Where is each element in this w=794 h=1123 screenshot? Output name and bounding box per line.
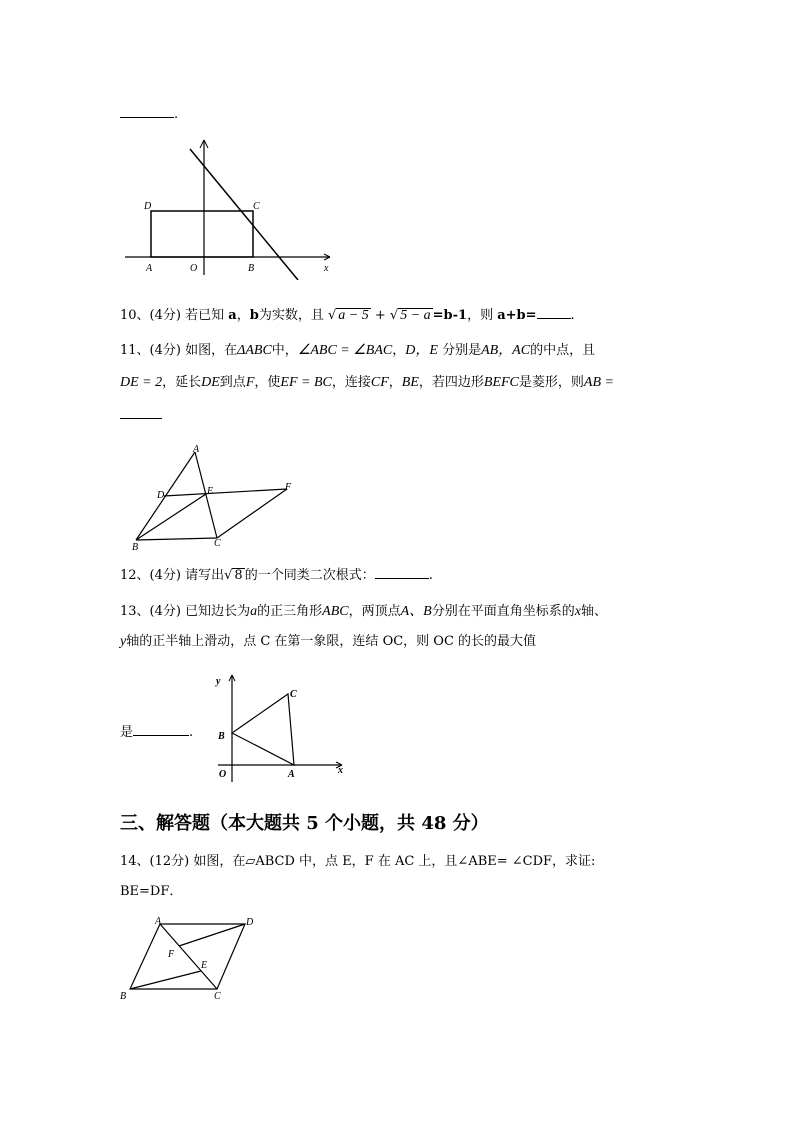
label-D: D bbox=[144, 201, 152, 212]
label-C: C bbox=[253, 201, 260, 212]
parallelogram-ABCD bbox=[130, 924, 245, 989]
prev-answer-line: . bbox=[120, 105, 178, 124]
label-A: A bbox=[146, 263, 153, 274]
label-B: B bbox=[218, 731, 225, 742]
y-axis-arrow-left bbox=[200, 140, 204, 148]
sloped-line bbox=[190, 149, 298, 280]
answer-blank[interactable] bbox=[120, 105, 174, 118]
figure-4-parallelogram bbox=[115, 910, 265, 1005]
label-A: A bbox=[155, 916, 162, 927]
label-F: F bbox=[285, 482, 292, 493]
label-E: E bbox=[207, 486, 214, 497]
label-A: A bbox=[193, 444, 200, 455]
section-3-heading: 三、解答题（本大题共 5 个小题，共 48 分） bbox=[120, 813, 489, 834]
label-C: C bbox=[214, 991, 221, 1002]
question-13-line-2: y轴的正半轴上滑动，点 C 在第一象限，连结 OC，则 OC 的长的最大值 bbox=[120, 634, 537, 649]
question-14-line-1: 14、(12分) 如图，在▱ABCD 中，点 E，F 在 AC 上，且∠ABE= ∠CDF，求证: bbox=[120, 854, 596, 869]
rectangle-ABCD bbox=[151, 211, 253, 257]
label-B: B bbox=[132, 542, 139, 552]
sqrt-1: √ a − 5 bbox=[327, 308, 369, 323]
label-D: D bbox=[157, 490, 165, 501]
label-A: A bbox=[288, 769, 295, 780]
segment-DF bbox=[179, 924, 245, 946]
label-O: O bbox=[190, 263, 198, 274]
question-10: 10、(4分) 若已知 a，b为实数，且 √ a − 5 + √ 5 − a =b-1，则 a+b= . bbox=[120, 308, 575, 323]
label-O: O bbox=[219, 769, 227, 780]
figure-2-rhombus bbox=[128, 440, 303, 552]
question-11-line-1: 11、(4分) 如图，在ΔABC中，∠ABC = ∠BAC，D，E 分别是AB，AC的中点，且 bbox=[120, 343, 596, 358]
y-axis-arrow-right bbox=[204, 140, 208, 148]
label-y: y bbox=[216, 676, 221, 687]
label-B: B bbox=[120, 991, 127, 1002]
answer-blank[interactable] bbox=[537, 306, 571, 319]
question-13-line-3: 是 . bbox=[120, 725, 194, 740]
triangle-ABC bbox=[232, 694, 294, 765]
label-x: x bbox=[324, 263, 329, 274]
figure-1-rectangle-line bbox=[120, 135, 350, 280]
label-D: D bbox=[246, 917, 254, 928]
answer-blank[interactable] bbox=[120, 418, 162, 419]
label-B: B bbox=[248, 263, 255, 274]
label-E: E bbox=[201, 960, 208, 971]
label-x: x bbox=[338, 765, 343, 776]
sqrt-8: √ 8 bbox=[224, 568, 243, 583]
sqrt-2: √ 5 − a bbox=[389, 308, 431, 323]
label-C: C bbox=[214, 538, 221, 549]
segment-BE bbox=[130, 971, 201, 989]
label-C: C bbox=[290, 689, 297, 700]
question-14-line-2: BE=DF． bbox=[120, 884, 183, 899]
answer-blank[interactable] bbox=[375, 566, 429, 579]
figure-3-triangle-axes bbox=[212, 670, 352, 785]
question-12: 12、(4分) 请写出√ 8 的一个同类二次根式： . bbox=[120, 568, 433, 583]
answer-blank[interactable] bbox=[133, 723, 189, 736]
question-13-line-1: 13、(4分) 已知边长为a的正三角形ABC，两顶点A、B分别在平面直角坐标系的x轴、 bbox=[120, 604, 607, 619]
label-F: F bbox=[168, 949, 175, 960]
question-11-line-2: DE = 2，延长DE到点F，使EF = BC，连接CF，BE，若四边形BEFC是菱形，则AB = bbox=[120, 375, 614, 390]
